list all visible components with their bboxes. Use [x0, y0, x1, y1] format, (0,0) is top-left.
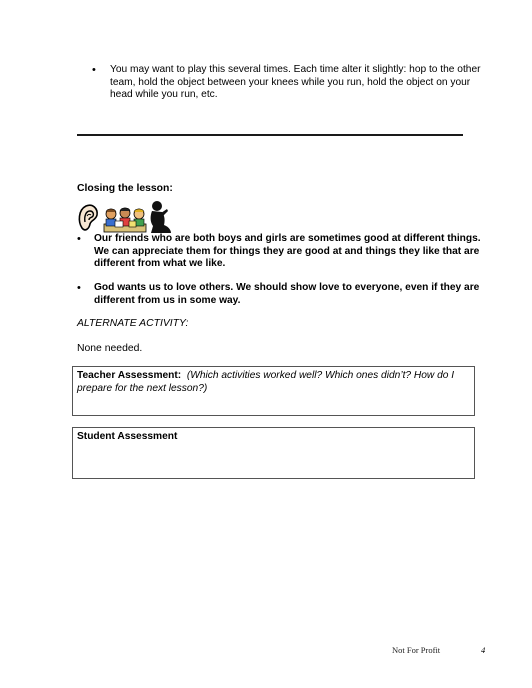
closing-icons [76, 200, 176, 234]
praying-child-icon [147, 200, 173, 234]
closing-bullet-dot: • [77, 282, 81, 294]
closing-bullet-dot: • [77, 233, 81, 245]
section-divider [77, 134, 463, 136]
closing-bullet-text: God wants us to love others. We should show love to everyone, even if they are different from us in some way. [94, 282, 480, 306]
closing-heading: Closing the lesson: [77, 183, 173, 194]
intro-bullet: • [92, 64, 96, 76]
teacher-assessment-box[interactable] [72, 366, 475, 416]
ear-icon [76, 202, 100, 234]
footer-text: Not For Profit [392, 645, 441, 653]
teacher-assessment-prompt: (Which activities worked well? Which ones didn’t? How do I prepare for the next lesson?) [77, 370, 455, 394]
teacher-assessment-label: Teacher Assessment: [77, 370, 182, 381]
closing-bullet-text: Our friends who are both boys and girls are sometimes good at different things. We can appreciate them for things they are good at and things they like that are different from what we like. [94, 233, 481, 270]
alternate-activity-value: None needed. [77, 343, 143, 354]
student-assessment-label: Student Assessment [77, 431, 178, 442]
alternate-activity-label: ALTERNATE ACTIVITY: [77, 318, 189, 329]
page-number: 4 [481, 645, 486, 653]
student-assessment-box[interactable] [72, 427, 475, 479]
children-reading-icon [103, 206, 147, 234]
intro-bullet-text: You may want to play this several times. Each time alter it slightly: hop to the other team, hold the object between your knees while you run, hold the object on your head while you run, etc. [110, 64, 481, 101]
